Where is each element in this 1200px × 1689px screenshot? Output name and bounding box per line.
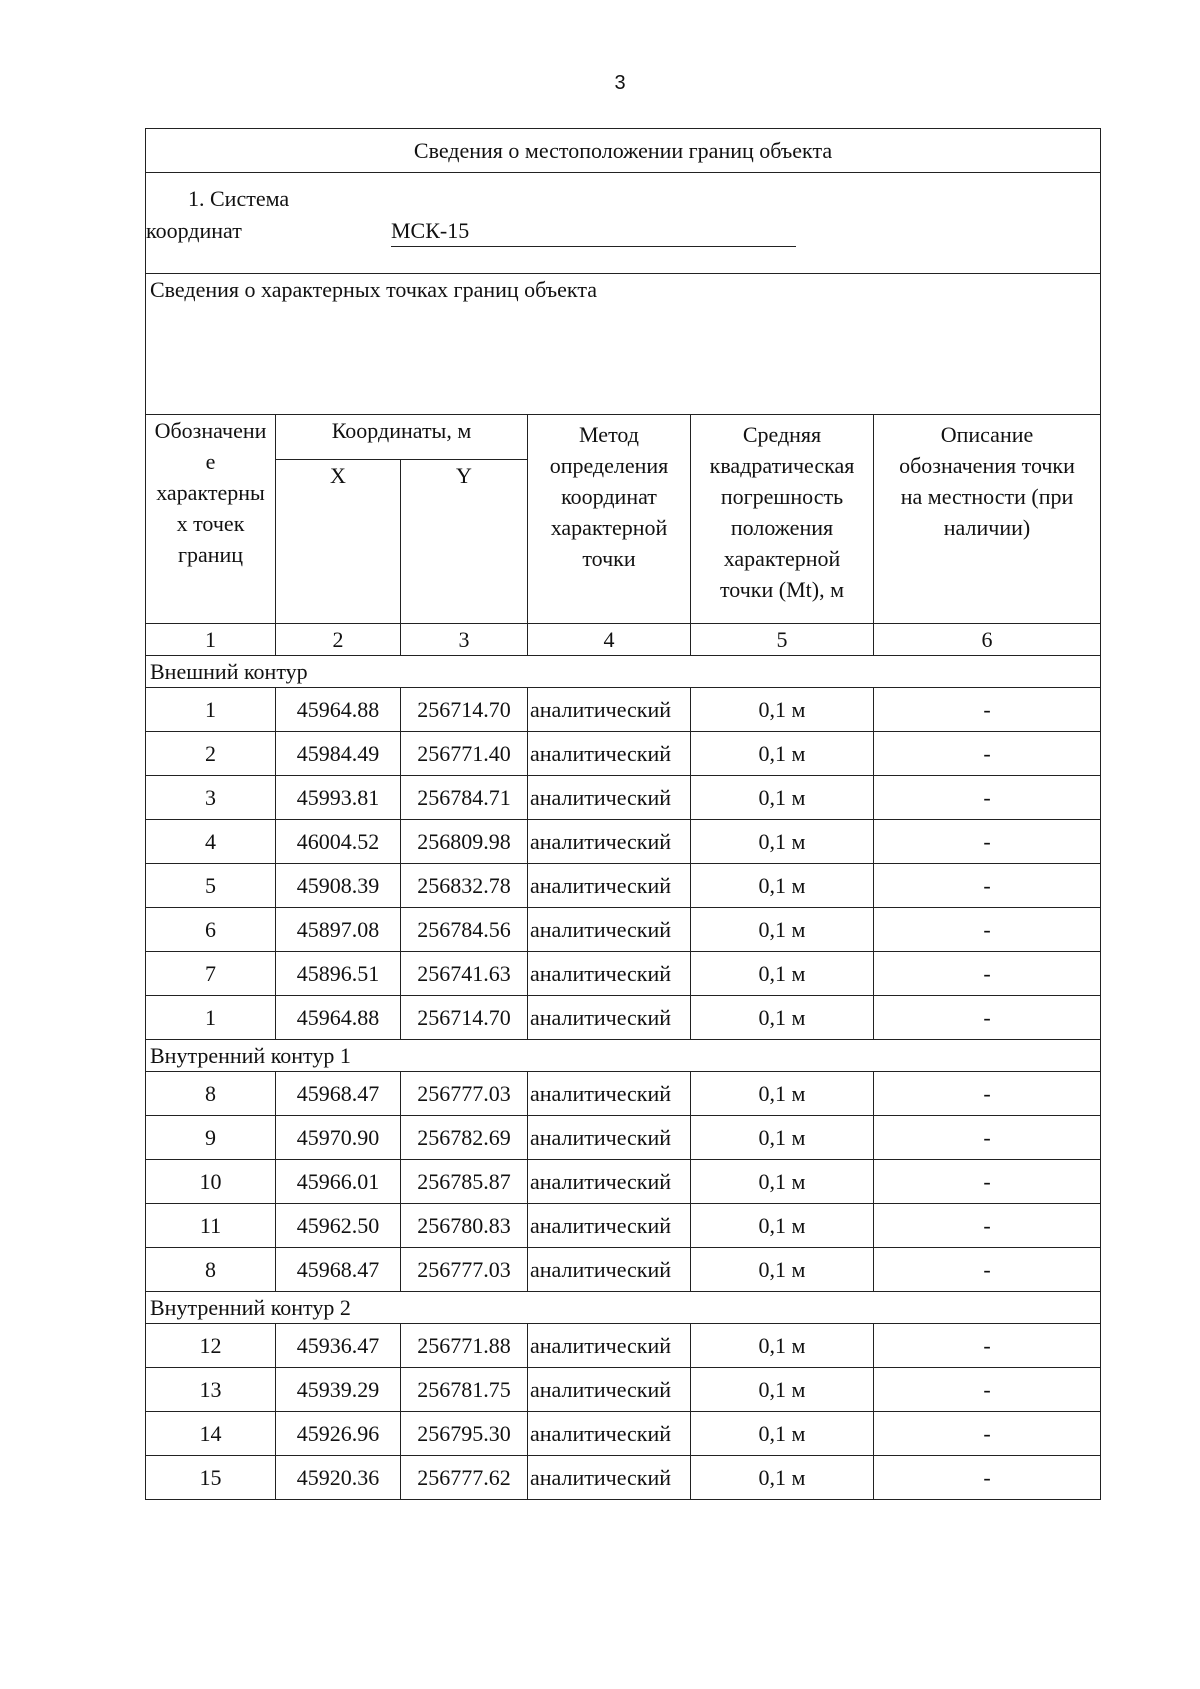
description-cell: - (874, 952, 1101, 996)
error-cell: 0,1 м (691, 1160, 874, 1204)
table-row (146, 952, 1101, 996)
point-number-cell: 4 (146, 820, 276, 864)
x-coordinate-cell: 45970.90 (276, 1116, 401, 1160)
error-cell: 0,1 м (691, 776, 874, 820)
point-number-cell: 1 (146, 996, 276, 1040)
description-cell: - (874, 1160, 1101, 1204)
y-coordinate-cell: 256795.30 (401, 1412, 528, 1456)
point-number-cell: 11 (146, 1204, 276, 1248)
x-coordinate-cell: 45897.08 (276, 908, 401, 952)
point-number-cell: 3 (146, 776, 276, 820)
description-cell: - (874, 864, 1101, 908)
method-cell: аналитический (528, 776, 691, 820)
table-row (146, 1456, 1101, 1500)
method-cell: аналитический (528, 1116, 691, 1160)
table-row (146, 1204, 1101, 1248)
table-row (146, 908, 1101, 952)
error-cell: 0,1 м (691, 952, 874, 996)
description-cell: - (874, 820, 1101, 864)
method-cell: аналитический (528, 1412, 691, 1456)
table-row (146, 1324, 1101, 1368)
column-number: 3 (401, 624, 528, 656)
y-coordinate-cell: 256777.62 (401, 1456, 528, 1500)
point-number-cell: 6 (146, 908, 276, 952)
column-number: 6 (874, 624, 1101, 656)
x-coordinate-cell: 45908.39 (276, 864, 401, 908)
description-cell: - (874, 996, 1101, 1040)
header-x: X (276, 460, 401, 624)
y-coordinate-cell: 256777.03 (401, 1248, 528, 1292)
method-cell: аналитический (528, 820, 691, 864)
y-coordinate-cell: 256784.71 (401, 776, 528, 820)
method-cell: аналитический (528, 1160, 691, 1204)
description-cell: - (874, 1368, 1101, 1412)
table-row (146, 1072, 1101, 1116)
error-cell: 0,1 м (691, 820, 874, 864)
y-coordinate-cell: 256741.63 (401, 952, 528, 996)
column-numbers-row (146, 624, 1101, 656)
point-number-cell: 2 (146, 732, 276, 776)
y-coordinate-cell: 256714.70 (401, 996, 528, 1040)
header-designation: Обозначени е характерны х точек границ (146, 415, 276, 624)
x-coordinate-cell: 45968.47 (276, 1248, 401, 1292)
x-coordinate-cell: 45920.36 (276, 1456, 401, 1500)
table-row (146, 776, 1101, 820)
section-row (146, 1040, 1101, 1072)
section-row (146, 1292, 1101, 1324)
method-cell: аналитический (528, 952, 691, 996)
y-coordinate-cell: 256809.98 (401, 820, 528, 864)
point-number-cell: 12 (146, 1324, 276, 1368)
x-coordinate-cell: 45966.01 (276, 1160, 401, 1204)
page-number: 3 (614, 72, 626, 94)
points-heading: Сведения о характерных точках границ объекта (146, 274, 1101, 415)
error-cell: 0,1 м (691, 688, 874, 732)
point-number-cell: 5 (146, 864, 276, 908)
description-cell: - (874, 776, 1101, 820)
x-coordinate-cell: 45936.47 (276, 1324, 401, 1368)
error-cell: 0,1 м (691, 1116, 874, 1160)
x-coordinate-cell: 45993.81 (276, 776, 401, 820)
header-description: Описание обозначения точки на местности (при наличии) (874, 415, 1101, 624)
method-cell: аналитический (528, 1072, 691, 1116)
point-number-cell: 7 (146, 952, 276, 996)
description-cell: - (874, 1456, 1101, 1500)
error-cell: 0,1 м (691, 1204, 874, 1248)
method-cell: аналитический (528, 908, 691, 952)
x-coordinate-cell: 45926.96 (276, 1412, 401, 1456)
method-cell: аналитический (528, 1204, 691, 1248)
description-cell: - (874, 1072, 1101, 1116)
point-number-cell: 13 (146, 1368, 276, 1412)
column-number: 2 (276, 624, 401, 656)
point-number-cell: 8 (146, 1072, 276, 1116)
table-body (146, 129, 1101, 1500)
coordinate-system-label-2: координат (146, 218, 242, 243)
description-cell: - (874, 732, 1101, 776)
section-title: Внешний контур (146, 656, 1101, 688)
method-cell: аналитический (528, 688, 691, 732)
point-number-cell: 9 (146, 1116, 276, 1160)
table-row (146, 820, 1101, 864)
method-cell: аналитический (528, 1456, 691, 1500)
table-row (146, 1160, 1101, 1204)
error-cell: 0,1 м (691, 1072, 874, 1116)
error-cell: 0,1 м (691, 1324, 874, 1368)
point-number-cell: 8 (146, 1248, 276, 1292)
coordinate-system-value: МСК-15 (391, 215, 796, 247)
method-cell: аналитический (528, 1324, 691, 1368)
column-number: 4 (528, 624, 691, 656)
table-row (146, 1248, 1101, 1292)
x-coordinate-cell: 45939.29 (276, 1368, 401, 1412)
y-coordinate-cell: 256784.56 (401, 908, 528, 952)
point-number-cell: 1 (146, 688, 276, 732)
section-row (146, 656, 1101, 688)
method-cell: аналитический (528, 1248, 691, 1292)
point-number-cell: 10 (146, 1160, 276, 1204)
error-cell: 0,1 м (691, 1456, 874, 1500)
y-coordinate-cell: 256771.40 (401, 732, 528, 776)
table-row (146, 1368, 1101, 1412)
x-coordinate-cell: 45964.88 (276, 996, 401, 1040)
header-error: Средняя квадратическая погрешность положения характерной точки (Mt), м (691, 415, 874, 624)
y-coordinate-cell: 256780.83 (401, 1204, 528, 1248)
header-coordinates: Координаты, м (276, 415, 528, 460)
coordinate-system-label-1: 1. Система (188, 186, 290, 211)
header-y: Y (401, 460, 528, 624)
method-cell: аналитический (528, 732, 691, 776)
x-coordinate-cell: 45962.50 (276, 1204, 401, 1248)
error-cell: 0,1 м (691, 996, 874, 1040)
point-number-cell: 15 (146, 1456, 276, 1500)
error-cell: 0,1 м (691, 1412, 874, 1456)
y-coordinate-cell: 256781.75 (401, 1368, 528, 1412)
coordinate-system-cell (146, 173, 1101, 274)
description-cell: - (874, 688, 1101, 732)
x-coordinate-cell: 45896.51 (276, 952, 401, 996)
y-coordinate-cell: 256785.87 (401, 1160, 528, 1204)
x-coordinate-cell: 46004.52 (276, 820, 401, 864)
table-row (146, 1116, 1101, 1160)
column-number: 5 (691, 624, 874, 656)
table-row (146, 864, 1101, 908)
document-title: Сведения о местоположении границ объекта (146, 129, 1101, 173)
x-coordinate-cell: 45984.49 (276, 732, 401, 776)
method-cell: аналитический (528, 1368, 691, 1412)
point-number-cell: 14 (146, 1412, 276, 1456)
description-cell: - (874, 1324, 1101, 1368)
boundary-table (145, 128, 1101, 1500)
y-coordinate-cell: 256771.88 (401, 1324, 528, 1368)
table-row (146, 1412, 1101, 1456)
table-row (146, 688, 1101, 732)
error-cell: 0,1 м (691, 1248, 874, 1292)
method-cell: аналитический (528, 996, 691, 1040)
y-coordinate-cell: 256782.69 (401, 1116, 528, 1160)
error-cell: 0,1 м (691, 1368, 874, 1412)
description-cell: - (874, 908, 1101, 952)
y-coordinate-cell: 256714.70 (401, 688, 528, 732)
column-number: 1 (146, 624, 276, 656)
method-cell: аналитический (528, 864, 691, 908)
header-method: Метод определения координат характерной точки (528, 415, 691, 624)
y-coordinate-cell: 256832.78 (401, 864, 528, 908)
error-cell: 0,1 м (691, 908, 874, 952)
description-cell: - (874, 1412, 1101, 1456)
y-coordinate-cell: 256777.03 (401, 1072, 528, 1116)
description-cell: - (874, 1248, 1101, 1292)
section-title: Внутренний контур 1 (146, 1040, 1101, 1072)
error-cell: 0,1 м (691, 732, 874, 776)
description-cell: - (874, 1116, 1101, 1160)
x-coordinate-cell: 45964.88 (276, 688, 401, 732)
x-coordinate-cell: 45968.47 (276, 1072, 401, 1116)
table-row (146, 732, 1101, 776)
section-title: Внутренний контур 2 (146, 1292, 1101, 1324)
description-cell: - (874, 1204, 1101, 1248)
error-cell: 0,1 м (691, 864, 874, 908)
table-row (146, 996, 1101, 1040)
